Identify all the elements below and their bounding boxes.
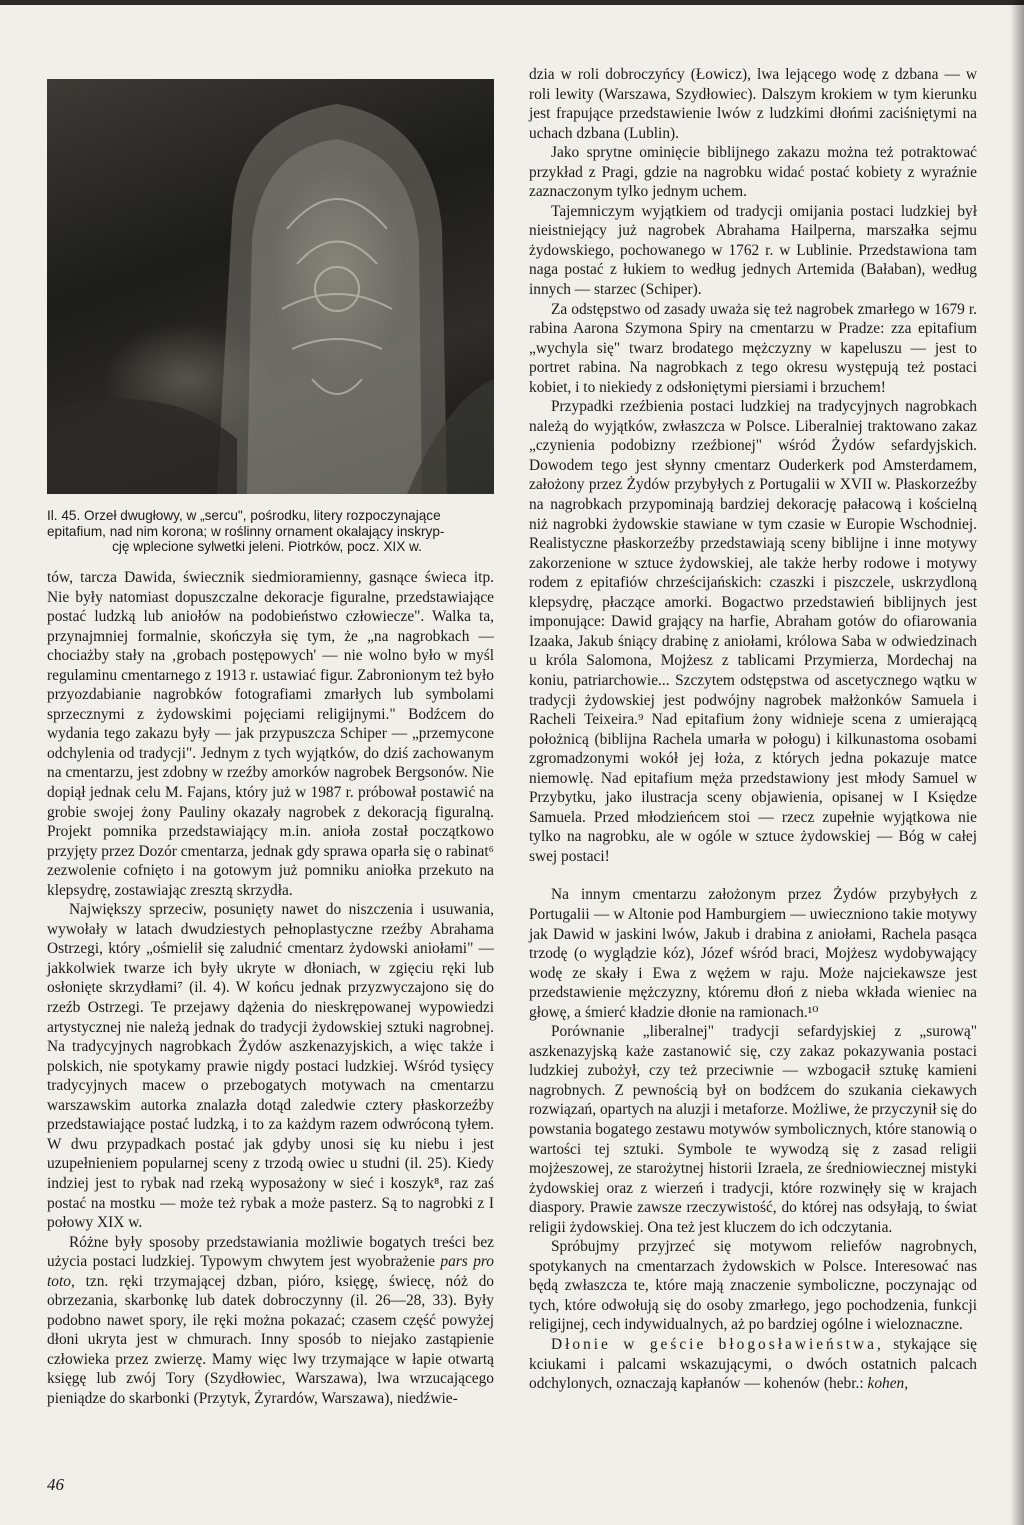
left-paragraph-2: Największy sprzeciw, posunięty nawet do niszczenia i usuwania, wywołały w latach dwudziestych pełnoplastyczne rzeźby Abrahama Ostrzegi, który „ośmielił się zaludnić cmentarz żydowski aniołami" — jakkolwiek twarze ich były ukryte w dłoniach, w zgięciu ręki lub osłonięte skrzydłami⁷ (il. 4). W końcu jednak przyzwyczajono się do rzeźb Ostrzegi. Te przejawy dążenia do nieskrępowanej wypowiedzi artystycznej nie należą jednak do tradycji żydowskiej sztuki nagrobnej. Na tradycyjnych nagrobkach Żydów aszkenazyjskich, a więc także i polskich, nie spotykamy prawie nigdy postaci ludzkiej. Wśród tysięcy tradycyjnych macew o przebogatych motywach na cmentarzu warszawskim autorka znalazła dotąd zaledwie cztery płaskorzeźby przedstawiające postać ludzką, i to za każdym razem odwróconą tyłem. W dwu przypadkach postać jak gdyby unosi się ku niebu i jest uzupełnieniem popularnej sceny z trzodą owiec u studni (il. 25). Kiedy indziej jest to rybak nad rzeką wyposażony w sieć i koszyk⁸, raz zaś postać na mostku — może też rybak a może pasterz. Są to nagrobki z I połowy XIX w. [47, 901, 494, 1232]
page-right-edge [1010, 0, 1024, 1525]
right-paragraph-9-text: stykające się kciukami i palcami wskazującymi, o dwóch ostatnich palcach odchylonych, oznaczają kapłanów — kohenów (hebr.: [529, 1336, 977, 1393]
tombstone-illustration [47, 79, 494, 494]
pars-pro-toto-term: pars pro toto [47, 1253, 494, 1290]
left-paragraph-3-start: Różne były sposoby przedstawiania możliwie bogatych treści bez użycia postaci ludzkiej. Typowym chwytem jest wyobrażenie [47, 1233, 494, 1271]
right-column [529, 65, 977, 1394]
right-paragraph-2: Jako sprytne ominięcie biblijnego zakazu można też potraktować przykład z Pragi, gdzie na nagrobku widać postać kobiety z wyraźnie zaznaczonym tylko jednym uchem. [529, 144, 977, 201]
paragraph-gap [529, 866, 977, 885]
caption-line-1: Il. 45. Orzeł dwugłowy, w „sercu", pośrodku, litery rozpoczynające [47, 508, 441, 523]
caption-line-3: cję wplecione sylwetki jeleni. Piotrków, pocz. XIX w. [112, 539, 422, 555]
right-paragraph-4: Za odstępstwo od zasady uważa się też nagrobek zmarłego w 1679 r. rabina Aarona Szymona Spiry na cmentarzu w Pradze: zza epitafium „wychyla się" twarz brodatego mężczyzny w kapeluszu — jest to portret rabina. Na nagrobkach z tego okresu występują też postaci kobiet, i to niekiedy z odsłoniętymi piersiami i brzuchem! [529, 300, 977, 396]
right-paragraph-9 [529, 1335, 977, 1394]
figure-caption [47, 508, 487, 555]
left-paragraph-3 [47, 1233, 494, 1409]
tombstone-photo [47, 79, 494, 494]
right-paragraph-6: Na innym cmentarzu założonym przez Żydów przybyłych z Portugalii — w Altonie pod Hamburgiem — uwieczniono takie motywy jak Dawid w jaskini lwów, Jakub i drabina z aniołami, Rachela pasąca trzodę (o wyglądzie kóz), Józef wśród braci, Mojżesz wydobywający wodę ze skały i Ewa z wężem w raju. Może najciekawsze jest przedstawienie mężczyzny, któremu dłoń z nieba wkłada wieniec na głowę, a śmierć kładzie dłonie na ramionach.¹⁰ [529, 886, 977, 1021]
page-top-edge [0, 0, 1024, 5]
left-paragraph-3-end: , tzn. ręki trzymającej dzban, pióro, księgę, świecę, nóż do obrzezania, skarbonkę lub datek dobroczynny (il. 26—28, 33). Były podobno nawet spory, ile ręki można pokazać; czasem część powyżej dłoni ukryta jest w chmurach. Inny sposób to niejako zastąpienie człowieka przez zwierzę. Mamy więc lwy trzymające w łapie otwartą księgę lub zwój Tory (Szydłowiec, Warszawa), lwa wrzucającego pieniądze do skarbonki (Przytyk, Żyrardów, Warszawa), niedźwie- [47, 1272, 494, 1407]
right-paragraph-7: Porównanie „liberalnej" tradycji sefardyjskiej z „surową" aszkenazyjską każe zastanowić się, czy zakaz pokazywania postaci ludzkiej zubożył, czy też przeciwnie — wzbogacił sztukę kamieni nagrobnych. Z pewnością był on bodźcem do szukania ciekawych rozwiązań, opartych na aluzji i metaforze. Możliwe, że przyczynił się do powstania bogatego zestawu motywów symbolicznych, które stanowią o wartości tej sztuki. Symbole te wywodzą się z zasad religii mojżeszowej, ze starożytnej historii Izraela, ze średniowiecznej mistyki żydowskiej oraz z wierzeń i tradycji, które rozwinęły się w krajach diaspory. Prawie zawsze rzeczywistość, do której nas odsyłają, to świat religii żydowskiej. Ona też jest kluczem do ich odczytania. [529, 1023, 977, 1236]
spaced-heading: Dłonie w geście błogosławieństwa, [551, 1336, 884, 1353]
right-paragraph-3: Tajemniczym wyjątkiem od tradycji omijania postaci ludzkiej był nieistniejący już nagrobek Abrahama Hailperna, marszałka sejmu żydowskiego, pochowanego w 1762 r. w Lublinie. Przedstawiona tam naga postać z łukiem to według jednych Artemida (Bałaban), według innych — starzec (Schiper). [529, 202, 977, 299]
page-number: 46 [47, 1475, 64, 1494]
kohen-term: kohen, [867, 1375, 909, 1393]
left-paragraph-1: tów, tarcza Dawida, świecznik siedmioramienny, gasnące świeca itp. Nie były natomiast dopuszczalne dekoracje figuralne, przedstawiające postać ludzką lub aniołów na podobieństwo człowiecze". Walka ta, przynajmniej formalnie, skończyła się tym, że „na nagrobkach — chociażby stały na ‚grobach postępowych' — nie wolno było w myśl regulaminu cmentarnego z 1913 r. ustawiać figur. Zabronionym też było przyozdabianie nagrobków fotografiami zmarłych lub symbolami sprzecznymi z żydowskimi pojęciami religijnymi." Bodźcem do wydania tego zakazu były — jak przypuszcza Schiper — „przemycone odchylenia od tradycji". Jednym z tych wyjątków, do dziś zachowanym na cmentarzu, jest zdobny w rzeźby amorków nagrobek Bergsonów. Nie dopiął jednak celu M. Fajans, który już w 1987 r. próbował postawić na grobie swojej żony Pauliny okazały nagrobek z dekoracją figuralną. Projekt pomnika przedstawiający m.in. anioła został początkowo przyjęty przez Dozór cmentarza, jednak gdy sprawa oparła się o rabinat⁶ zezwolenie cofnięto i na gotowym już pomniku aniołka przekuto na klepsydrę, zostawiając zresztą skrzydła. [47, 569, 494, 899]
left-column [47, 568, 494, 1409]
right-paragraph-5: Przypadki rzeźbienia postaci ludzkiej na tradycyjnych nagrobkach należą do wyjątków, zwłaszcza w Polsce. Liberalniej traktowano zakaz „czynienia podobizny rzeźbionej" wśród Żydów sefardyjskich. Dowodem tego jest słynny cmentarz Ouderkerk pod Amsterdamem, założony przez Żydów przybyłych z Portugalii w XVII w. Płaskorzeźby na nagrobkach przypominają bardziej dekorację pałacową i kościelną niż nagrobki żydowskie stawiane w tym czasie w Europie Wschodniej. Realistyczne płaskorzeźby przedstawiają sceny biblijne i inne motywy zakorzenione w sztuce żydowskiej, ale także herby rodowe i motywy rodem z epitafiów chrześcijańskich: czaszki i piszczele, uskrzydloną klepsydrę, płaczące amorki. Bogactwo przedstawień biblijnych jest imponujące: Dawid grający na harfie, Abraham gotów do ofiarowania Izaaka, Jakub śniący drabinę z aniołami, królowa Saba w odwiedzinach u króla Salomona, Mojżesz z tablicami Przymierza, Mordechaj na koniu, patriarchowie... Szczytem odstępstwa od ascetycznego wątku w tradycji żydowskiej jest podwójny nagrobek małżonków Samuela i Racheli Teixeira.⁹ Nad epitafium żony widnieje scena z umierającą położnicą (biblijna Rachela umarła w połogu) i kilkunastoma osobami zgromadzonymi wokół jej łoża, z których jedna pokazuje matce niemowlę. Nad epitafium męża przedstawiony jest młody Samuel w Przybytku, jako ilustracja sceny objawienia, opisanej w I Księdze Samuela. Przed młodzieńcem stoi — rzecz zupełnie wyjątkowa nie tylko na nagrobku, ale w ogóle w sztuce żydowskiej — Bóg w całej swej postaci! [529, 398, 977, 865]
right-paragraph-8: Spróbujmy przyjrzeć się motywom reliefów nagrobnych, spotykanych na cmentarzach żydowskich w Polsce. Interesować nas będą zwłaszcza te, które mają znaczenie symboliczne, poczynając od tych, które odwołują się do osoby zmarłego, jego pochodzenia, funkcji religijnej, cech indywidualnych, aż po bardziej ogólne i wieloznaczne. [529, 1238, 977, 1334]
right-paragraph-1: dzia w roli dobroczyńcy (Łowicz), lwa lejącego wodę z dzbana — w roli lewity (Warszawa, Szydłowiec). Dalszym krokiem w tym kierunku jest frapujące przedstawienie lwów z ludzkimi dłońmi zaciśniętymi na uchach dzbana (Lublin). [529, 66, 977, 142]
caption-line-2: epitafium, nad nim korona; w roślinny ornament okalający inskryp- [47, 523, 445, 539]
